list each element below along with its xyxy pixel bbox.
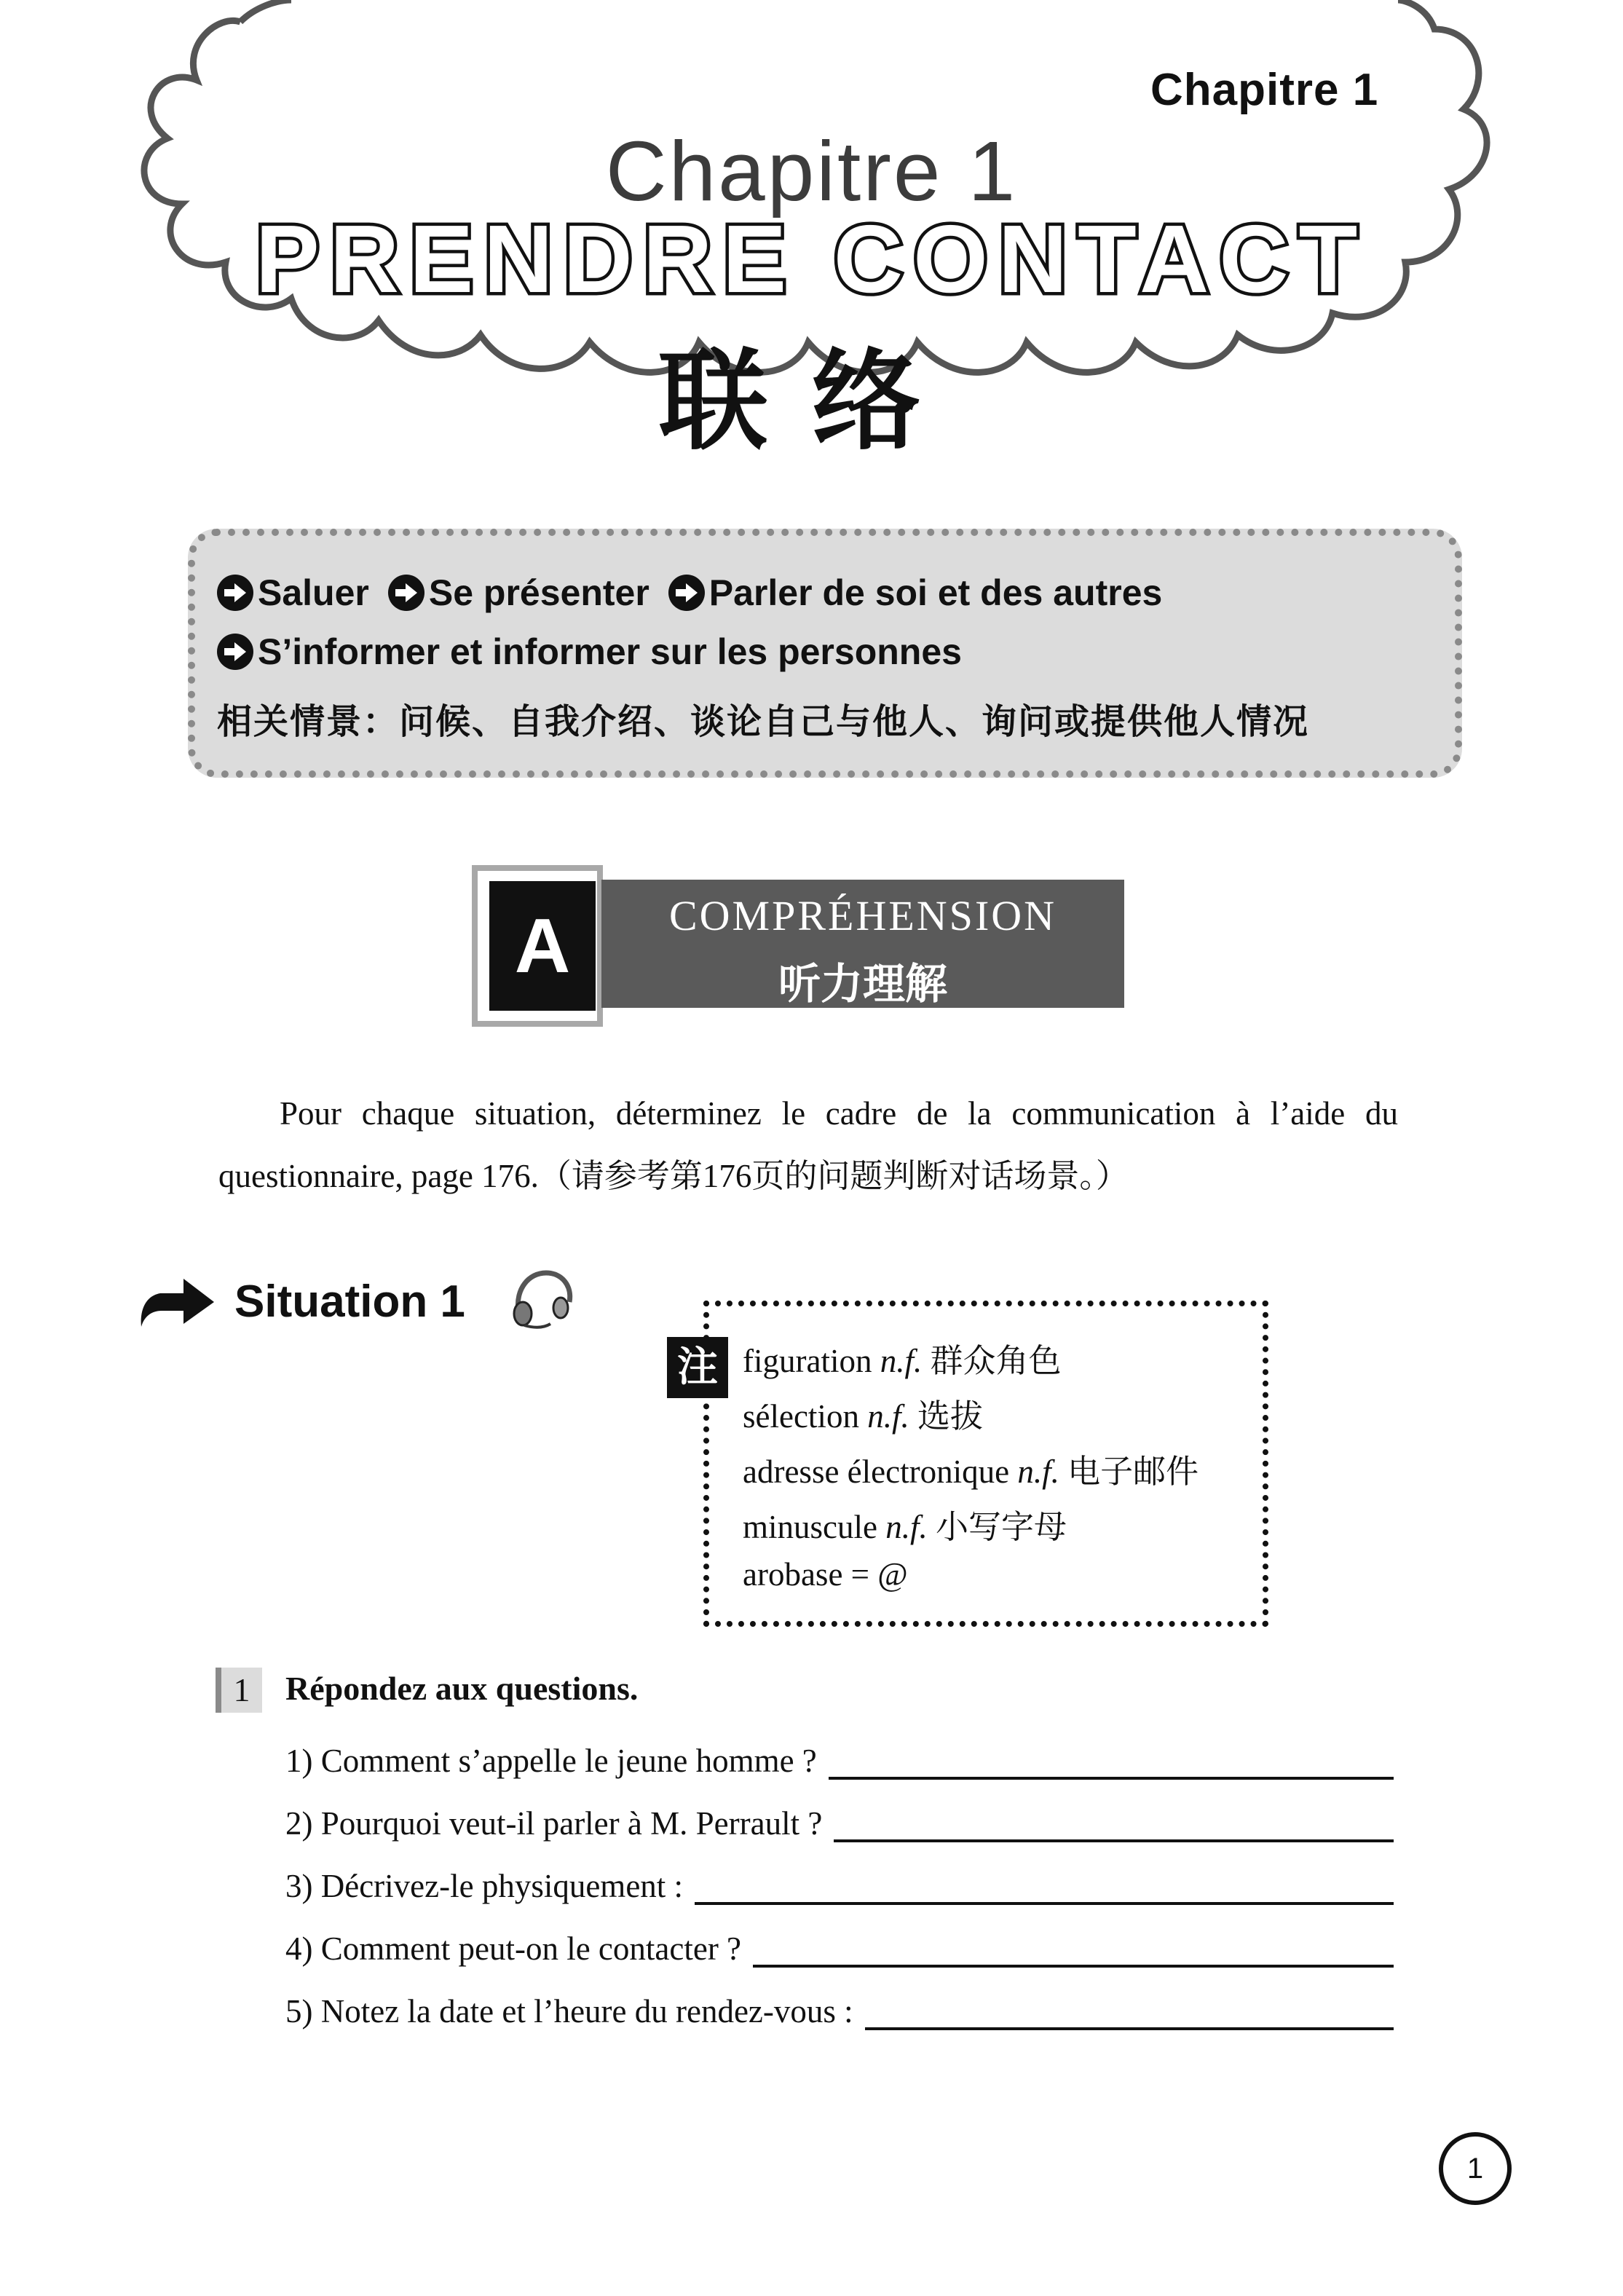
objective-item: Parler de soi et des autres: [668, 572, 1163, 614]
question-row: [285, 1992, 1394, 2030]
note-item: minuscule n.f. 小写字母: [743, 1509, 1067, 1545]
objectives-row-2: [217, 631, 981, 673]
note-item: arobase = @: [743, 1556, 908, 1593]
note-item: adresse électronique n.f. 电子邮件: [743, 1453, 1199, 1490]
section-title-band: [601, 880, 1124, 1008]
page-number: 1: [1439, 2132, 1512, 2205]
objective-item: Se présenter: [388, 572, 649, 614]
question-text: 2) Pourquoi veut-il parler à M. Perrault ?: [285, 1805, 823, 1842]
note-item: sélection n.f. 选拔: [743, 1398, 983, 1435]
instructions-line-1: Pour chaque situation, déterminez le cadre de la communication à l’aide du: [280, 1095, 1398, 1132]
question-row: [285, 1804, 1394, 1842]
chapter-title-cn: 联络: [658, 339, 965, 465]
question-row: [285, 1867, 1394, 1905]
right-arrow-icon: [138, 1276, 216, 1328]
instructions-paragraph: [218, 1082, 1398, 1207]
objectives-row-1: [217, 572, 1181, 614]
right-arrow-circle-icon: [668, 575, 705, 611]
right-arrow-circle-icon: [217, 634, 253, 670]
exercise-title: Répondez aux questions.: [285, 1670, 639, 1707]
answer-line[interactable]: [829, 1748, 1394, 1780]
answer-line[interactable]: [834, 1810, 1394, 1842]
section-letter: A: [489, 881, 596, 1011]
objectives-cn-summary: 相关情景：问候、自我介绍、谈论自己与他人、询问或提供他人情况: [217, 701, 1310, 742]
question-row: [285, 1930, 1394, 1968]
chapter-label: Chapitre 1: [605, 124, 1018, 218]
chapter-tag: Chapitre 1: [1150, 65, 1379, 115]
objective-item: Saluer: [217, 572, 369, 614]
question-text: 1) Comment s’appelle le jeune homme ?: [285, 1743, 817, 1779]
right-arrow-circle-icon: [388, 575, 424, 611]
instructions-line-2: questionnaire, page 176.（请参考第176页的问题判断对话场景。）: [218, 1158, 1129, 1194]
question-text: 5) Notez la date et l’heure du rendez-vous :: [285, 1993, 853, 2029]
section-title-fr: COMPRÉHENSION: [668, 892, 1057, 939]
exercise-number: 1: [216, 1668, 262, 1713]
headphones-icon: [510, 1267, 575, 1331]
question-text: 3) Décrivez-le physiquement :: [285, 1868, 684, 1904]
chapter-title-fr: PRENDRE CONTACT: [255, 205, 1368, 312]
answer-line[interactable]: [753, 1936, 1394, 1968]
section-title-cn: 听力理解: [778, 959, 947, 1009]
objective-item: S’informer et informer sur les personnes: [217, 631, 962, 673]
note-badge: 注: [667, 1337, 728, 1398]
question-row: [285, 1742, 1394, 1780]
situation-label: Situation 1: [234, 1277, 465, 1327]
right-arrow-circle-icon: [217, 575, 253, 611]
question-text: 4) Comment peut-on le contacter ?: [285, 1930, 742, 1967]
answer-line[interactable]: [865, 1998, 1394, 2030]
note-item: figuration n.f. 群众角色: [743, 1343, 1062, 1379]
answer-line[interactable]: [695, 1873, 1394, 1905]
